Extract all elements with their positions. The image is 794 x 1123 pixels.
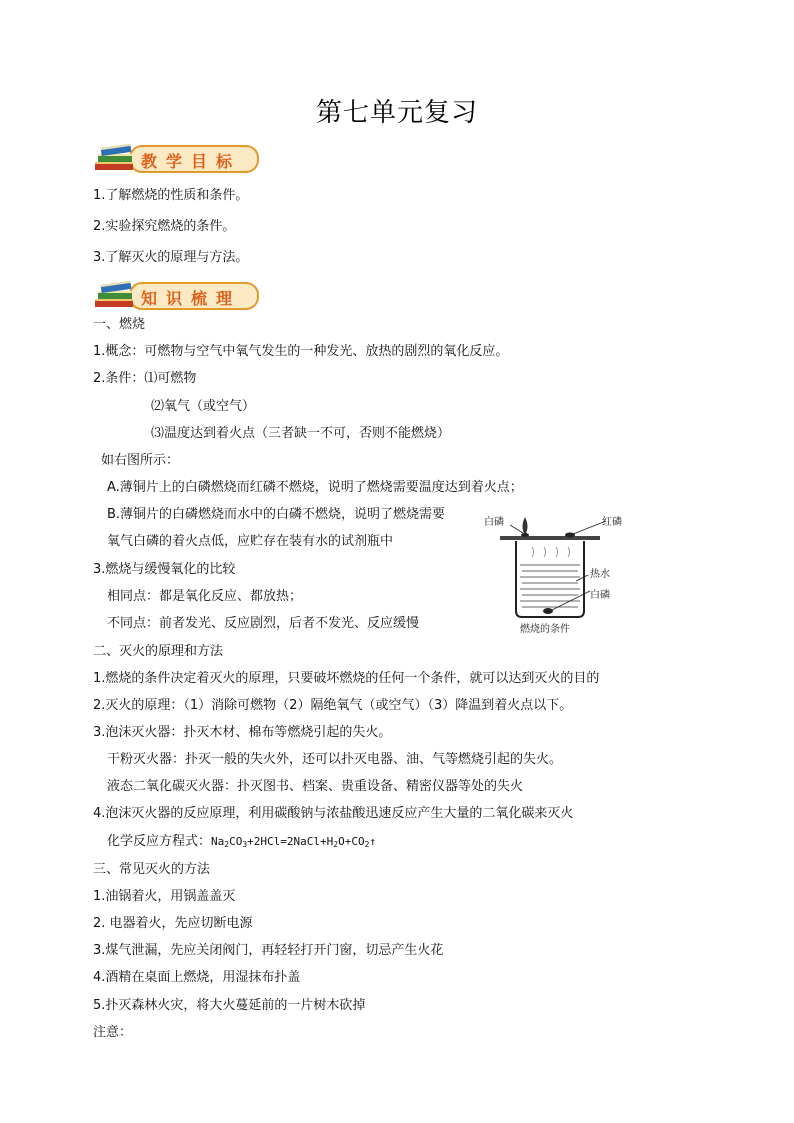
page-title: 第七单元复习 [315,98,478,128]
method-4: 4.酒精在桌面上燃烧，用湿抹布扑盖 [93,970,301,985]
banner-pill [129,282,259,310]
point-a: A.薄铜片上的白磷燃烧而红磷不燃烧，说明了燃烧需要温度达到着火点； [107,480,523,495]
section2-heading: 二、灭火的原理和方法 [93,644,224,659]
banner-pill [129,145,259,173]
eq-part: Na [211,835,225,848]
foam-extinguisher: 3.泡沫灭火器：扑灭木材、棉布等燃烧引起的失火。 [93,725,392,740]
equation-formula [211,835,376,848]
condition-2: ⑵氧气（或空气） [151,399,256,414]
combustion-concept: 1.概念：可燃物与空气中氧气发生的一种发光、放热的剧烈的氧化反应。 [93,344,509,359]
eq-part: +2HCl=2NaCl+H [247,835,334,848]
label-red-phosphorus: 红磷 [602,517,622,528]
gas-arrow: ↑ [369,835,377,848]
similarities: 相同点：都是氧化反应、都放热； [107,589,303,604]
chemical-equation [107,833,376,854]
eq-sub: 2 [364,840,370,849]
point-b: B.薄铜片的白磷燃烧而水中的白磷不燃烧，说明了燃烧需要 [107,507,446,522]
method-5: 5.扑灭森林火灾，将大火蔓延前的一片树木砍掉 [93,998,366,1013]
figure-caption: 燃烧的条件 [520,624,570,635]
method-3: 3.煤气泄漏，先应关闭阀门，再轻轻打开门窗，切忌产生火花 [93,943,444,958]
combustion-experiment-figure [480,505,640,635]
condition-3: ⑶温度达到着火点（三者缺一不可，否则不能燃烧） [151,426,451,441]
books-icon [93,140,137,174]
equation-label: 化学反应方程式： [107,834,212,849]
banner-knowledge-label: 知识梳理 [141,289,242,308]
goal-2: 2.实验探究燃烧的条件。 [93,219,236,234]
eq-part: CO [229,835,243,848]
note-label: 注意： [93,1025,133,1040]
banner-goals-label: 教学目标 [141,152,242,171]
goal-1: 1.了解燃烧的性质和条件。 [93,188,249,203]
knowledge-review-banner [93,277,263,311]
section3-heading: 三、常见灭火的方法 [93,862,211,877]
section1-heading: 一、燃烧 [93,317,146,332]
eq-sub: 3 [242,840,248,849]
label-white-phosphorus-bottom: 白磷 [590,590,610,601]
teaching-goals-banner [93,140,263,174]
method-1: 1.油锅着火，用锅盖盖灭 [93,889,236,904]
label-hot-water: 热水 [590,569,610,580]
eq-sub: 2 [333,840,339,849]
goal-3: 3.了解灭火的原理与方法。 [93,250,249,265]
method-2: 2. 电器着火，先应切断电源 [93,916,253,931]
eq-sub: 2 [224,840,230,849]
label-white-phosphorus-top: 白磷 [484,517,504,528]
as-figure-shows: 如右图所示： [101,453,180,468]
differences: 不同点：前者发光、反应剧烈，后者不发光、反应缓慢 [107,616,420,631]
point-b-continued: 氧气白磷的着火点低，应贮存在装有水的试剂瓶中 [107,534,394,549]
foam-reaction-principle: 4.泡沫灭火器的反应原理，利用碳酸钠与浓盐酸迅速反应产生大量的二氧化碳来灭火 [93,806,574,821]
co2-extinguisher: 液态二氧化碳灭火器：扑灭图书、档案、贵重设备、精密仪器等处的失火 [107,779,524,794]
eq-part: O+CO [338,835,365,848]
extinguish-principle: 2.灭火的原理：（1）消除可燃物（2）隔绝氧气（或空气）（3）降温到着火点以下。 [93,698,573,713]
books-icon [93,277,137,311]
comparison-heading: 3.燃烧与缓慢氧化的比较 [93,562,236,577]
dry-powder-extinguisher: 干粉灭火器：扑灭一般的失火外，还可以扑灭电器、油、气等燃烧引起的失火。 [107,752,563,767]
condition-1: 2.条件：⑴可燃物 [93,371,197,386]
extinguish-principle-intro: 1.燃烧的条件决定着灭火的原理，只要破坏燃烧的任何一个条件，就可以达到灭火的目的 [93,671,600,686]
